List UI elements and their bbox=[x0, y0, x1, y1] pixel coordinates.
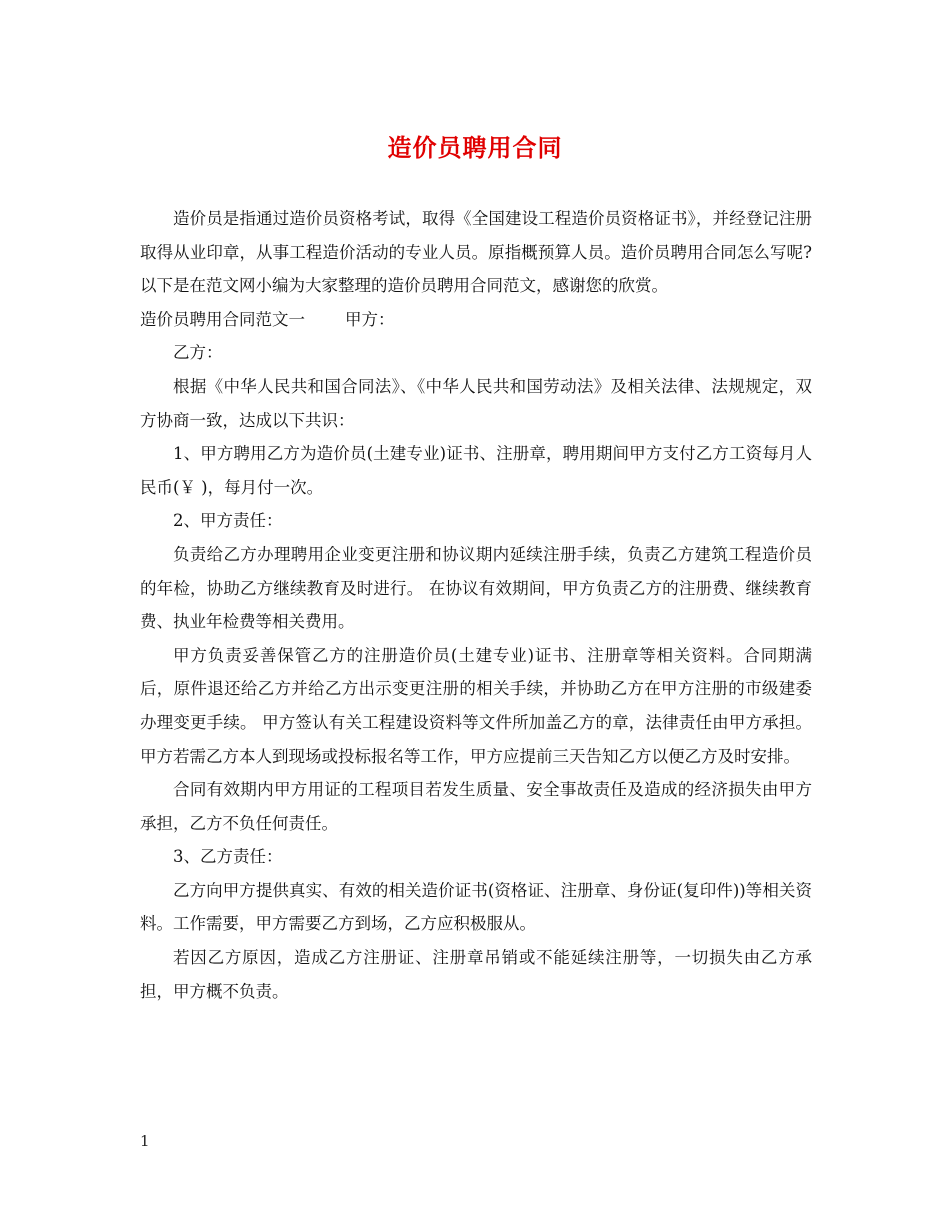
page-number: 1 bbox=[140, 1132, 150, 1150]
clause-3-heading: 3、乙方责任： bbox=[173, 847, 283, 867]
party-a-label: 甲方： bbox=[345, 309, 395, 329]
clause-2-paragraph-1: 负责给乙方办理聘用企业变更注册和协议期内延续注册手续，负责乙方建筑工程造价员的年检，协助乙方继续教育及时进行。 在协议有效期间，甲方负责乙方的注册费、继续教育费、执业年检费等相关费用。 bbox=[140, 544, 812, 632]
section-heading-line bbox=[140, 303, 812, 337]
clause-3-paragraph-2: 若因乙方原因，造成乙方注册证、注册章吊销或不能延续注册等，一切损失由乙方承担，甲方概不负责。 bbox=[140, 948, 812, 1001]
clause-2-heading: 2、甲方责任： bbox=[173, 511, 283, 531]
clause-3-paragraph-1: 乙方向甲方提供真实、有效的相关造价证书(资格证、注册章、身份证(复印件))等相关资料。工作需要，甲方需要乙方到场，乙方应积极服从。 bbox=[140, 880, 812, 934]
clause-1: 1、甲方聘用乙方为造价员(土建专业)证书、注册章，聘用期间甲方支付乙方工资每月人民币(￥ )，每月付一次。 bbox=[140, 444, 812, 497]
section-heading: 造价员聘用合同范文一 bbox=[140, 309, 305, 329]
party-b-label: 乙方： bbox=[173, 343, 223, 363]
document-title: 造价员聘用合同 bbox=[387, 133, 563, 162]
legal-basis-paragraph: 根据《中华人民共和国合同法》、《中华人民共和国劳动法》及相关法律、法规规定，双方协商一致，达成以下共识： bbox=[140, 376, 812, 430]
clause-2-paragraph-3: 合同有效期内甲方用证的工程项目若发生质量、安全事故责任及造成的经济损失由甲方承担，乙方不负任何责任。 bbox=[140, 780, 812, 833]
clause-2-paragraph-2: 甲方负责妥善保管乙方的注册造价员(土建专业)证书、注册章等相关资料。合同期满后，原件退还给乙方并给乙方出示变更注册的相关手续，并协助乙方在甲方注册的市级建委办理变更手续。 甲方签认有关工程建设资料等文件所加盖乙方的章，法律责任由甲方承担。甲方若需乙方本人到现场或投标报名等工作，甲方应提前三天告知乙方以便乙方及时安排。 bbox=[140, 645, 812, 766]
intro-paragraph: 造价员是指通过造价员资格考试，取得《全国建设工程造价员资格证书》，并经登记注册取得从业印章，从事工程造价活动的专业人员。原指概预算人员。造价员聘用合同怎么写呢?以下是在范文网小编为大家整理的造价员聘用合同范文，感谢您的欣赏。 bbox=[140, 209, 812, 296]
document-body bbox=[140, 202, 812, 1008]
